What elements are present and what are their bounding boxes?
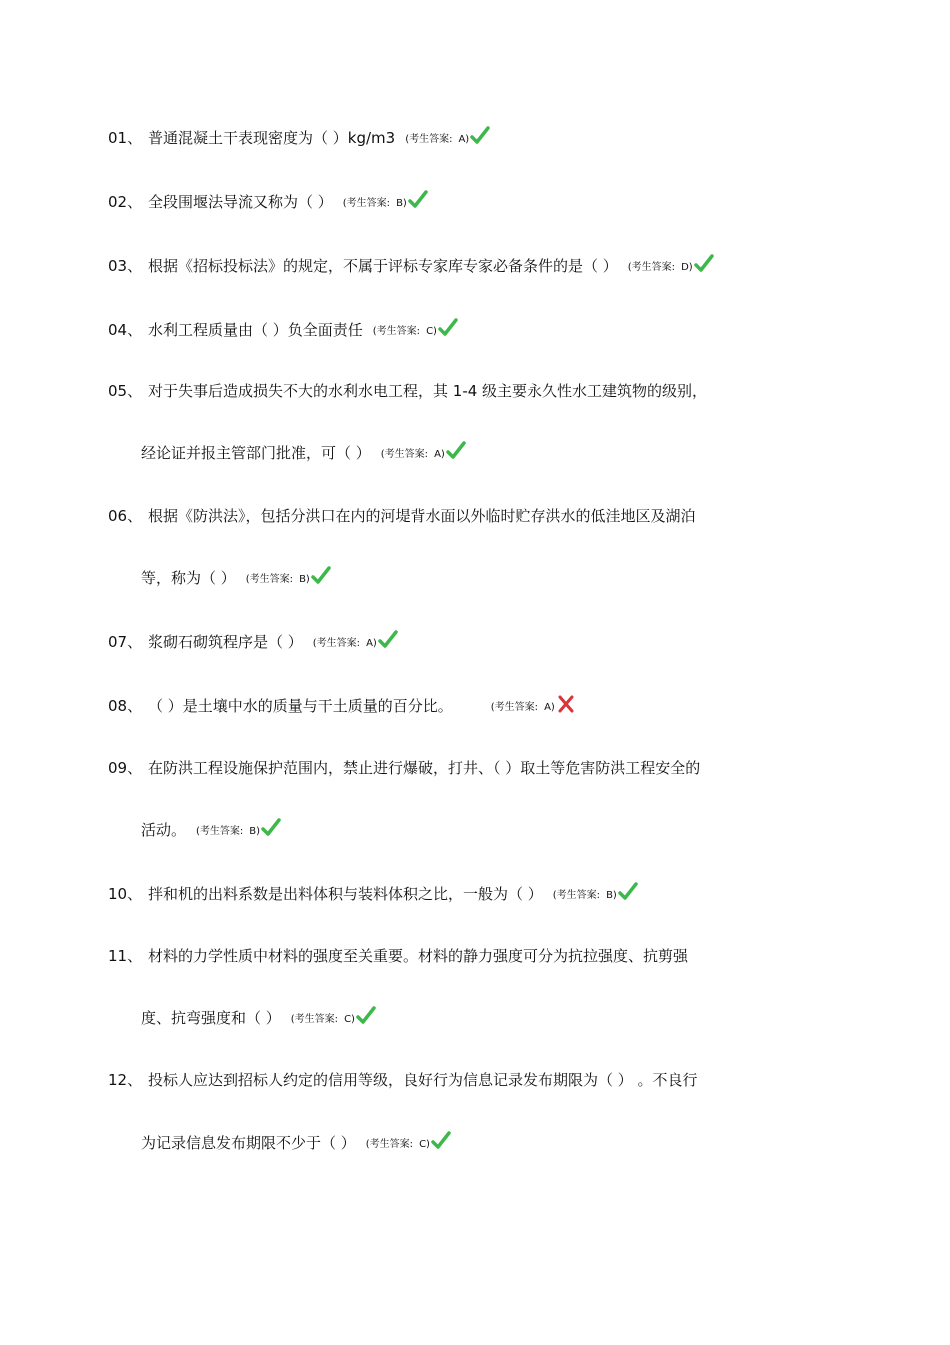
- question-06: [108, 506, 696, 526]
- check-icon: [694, 254, 714, 274]
- question-number: 01、: [108, 129, 143, 147]
- answer-prefix: (考生答案:: [342, 198, 391, 209]
- question-text: 浆砌石砌筑程序是（ ）: [148, 633, 303, 651]
- question-08: [108, 694, 576, 718]
- question-number: 09、: [108, 759, 143, 777]
- question-number: 12、: [108, 1071, 143, 1089]
- answer-value: A): [434, 449, 445, 460]
- answer-value: B): [249, 826, 261, 837]
- answer-value: C): [344, 1014, 355, 1025]
- check-icon: [618, 882, 638, 902]
- answer-prefix: (考生答案:: [312, 638, 361, 649]
- question-number: 11、: [108, 947, 143, 965]
- question-06-continued: [141, 566, 331, 590]
- question-text: 水利工程质量由（ ）负全面责任: [148, 321, 363, 339]
- question-05-continued: [141, 441, 466, 465]
- question-text: 普通混凝土干表现密度为（ ）kg/m3: [148, 129, 396, 147]
- check-icon: [470, 126, 490, 146]
- question-text: 活动。: [141, 821, 187, 839]
- question-02: [108, 190, 428, 214]
- question-03: [108, 254, 714, 278]
- question-text: 对于失事后造成损失不大的水利水电工程，其 1-4 级主要永久性水工建筑物的级别，: [148, 382, 708, 400]
- check-icon: [356, 1006, 376, 1026]
- answer-prefix: (考生答案:: [627, 262, 676, 273]
- question-number: 07、: [108, 633, 143, 651]
- question-12: [108, 1070, 698, 1090]
- question-number: 08、: [108, 697, 143, 715]
- question-09: [108, 758, 700, 778]
- question-05: [108, 381, 707, 401]
- question-text: 根据《防洪法》，包括分洪口在内的河堤背水面以外临时贮存洪水的低洼地区及湖泊: [148, 507, 696, 525]
- question-09-continued: [141, 818, 281, 842]
- question-text: 投标人应达到招标人约定的信用等级，良好行为信息记录发布期限为（ ） 。不良行: [148, 1071, 698, 1089]
- question-11: [108, 946, 688, 966]
- question-number: 03、: [108, 257, 143, 275]
- answer-prefix: (考生答案:: [245, 574, 294, 585]
- question-text: 材料的力学性质中材料的强度至关重要。材料的静力强度可分为抗拉强度、抗剪强: [148, 947, 689, 965]
- answer-value: D): [681, 262, 693, 273]
- question-10: [108, 882, 638, 906]
- answer-prefix: (考生答案:: [552, 890, 601, 901]
- check-icon: [311, 566, 331, 586]
- answer-prefix: (考生答案:: [290, 1014, 339, 1025]
- answer-value: B): [299, 574, 310, 585]
- question-text: 拌和机的出料系数是出料体积与装料体积之比，一般为（ ）: [148, 885, 543, 903]
- answer-value: C): [426, 326, 437, 337]
- question-number: 05、: [108, 382, 143, 400]
- check-icon: [438, 318, 458, 338]
- answer-value: A): [544, 702, 555, 713]
- answer-prefix: (考生答案:: [380, 449, 429, 460]
- question-number: 06、: [108, 507, 143, 525]
- question-number: 04、: [108, 321, 143, 339]
- check-icon: [446, 441, 466, 461]
- question-01: [108, 126, 490, 150]
- answer-prefix: (考生答案:: [490, 702, 539, 713]
- question-number: 10、: [108, 885, 143, 903]
- answer-prefix: (考生答案:: [365, 1139, 414, 1150]
- answer-value: A): [458, 134, 470, 145]
- question-07: [108, 630, 398, 654]
- check-icon: [378, 630, 398, 650]
- answer-prefix: (考生答案:: [372, 326, 421, 337]
- answer-prefix: (考生答案:: [405, 134, 453, 145]
- question-11-continued: [141, 1006, 376, 1030]
- question-text: （ ）是土壤中水的质量与干土质量的百分比。: [148, 697, 453, 715]
- answer-value: B): [396, 198, 407, 209]
- answer-prefix: (考生答案:: [196, 826, 244, 837]
- question-text: 度、抗弯强度和（ ）: [141, 1009, 281, 1027]
- question-number: 02、: [108, 193, 143, 211]
- answer-value: C): [419, 1139, 430, 1150]
- question-text: 根据《招标投标法》的规定，不属于评标专家库专家必备条件的是（ ）: [148, 257, 618, 275]
- question-text: 经论证并报主管部门批准，可（ ）: [141, 444, 371, 462]
- question-text: 为记录信息发布期限不少于（ ）: [141, 1134, 356, 1152]
- question-text: 全段围堰法导流又称为（ ）: [148, 193, 333, 211]
- question-text: 在防洪工程设施保护范围内，禁止进行爆破，打井、（ ）取土等危害防洪工程安全的: [148, 759, 701, 777]
- answer-value: A): [366, 638, 377, 649]
- question-04: [108, 318, 458, 342]
- question-text: 等，称为（ ）: [141, 569, 236, 587]
- answer-value: B): [606, 890, 617, 901]
- question-12-continued: [141, 1131, 451, 1155]
- check-icon: [431, 1131, 451, 1151]
- check-icon: [408, 190, 428, 210]
- check-icon: [261, 818, 281, 838]
- cross-icon: [556, 694, 576, 714]
